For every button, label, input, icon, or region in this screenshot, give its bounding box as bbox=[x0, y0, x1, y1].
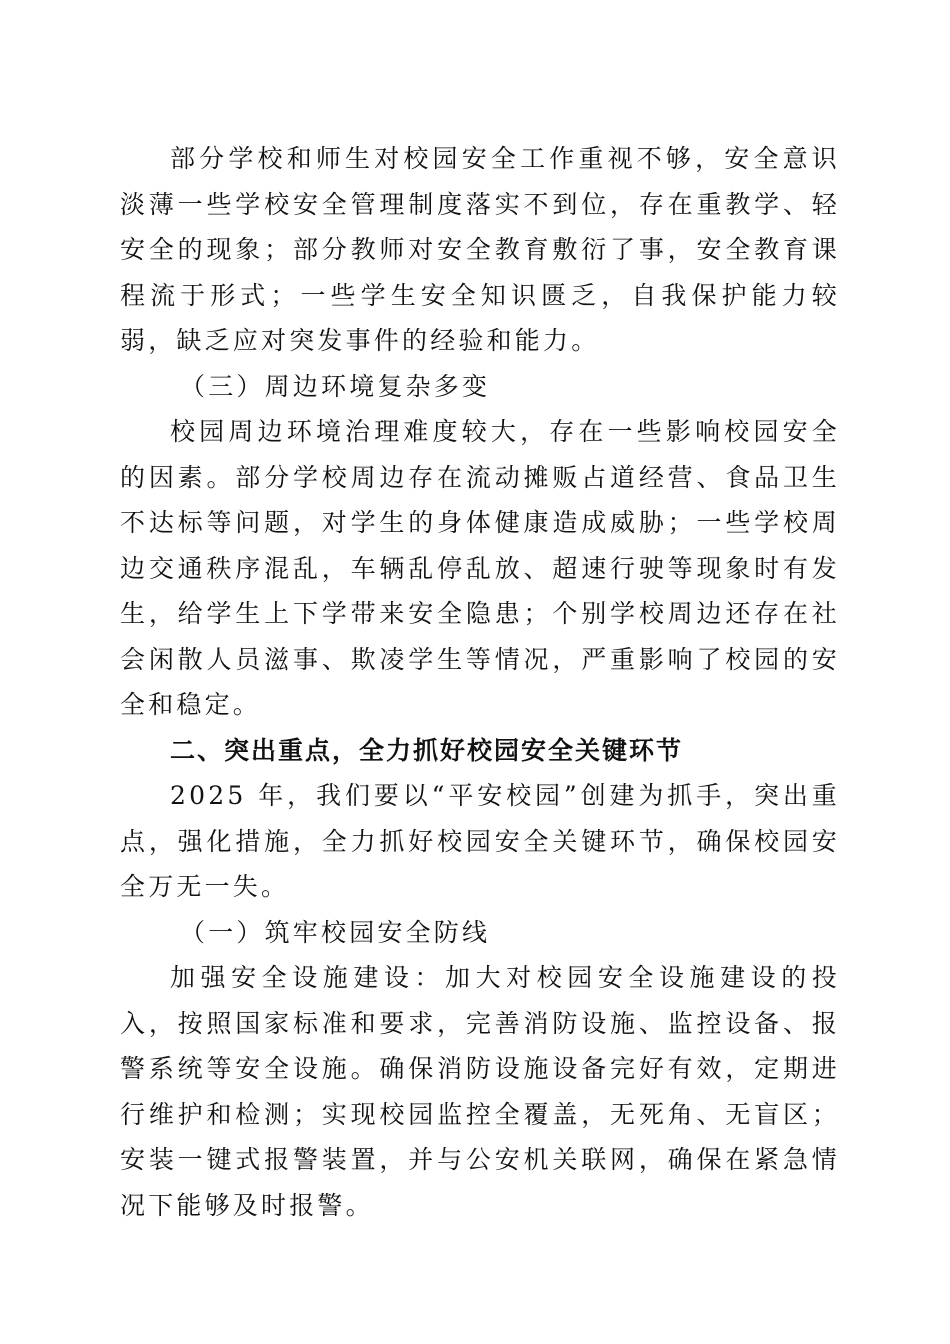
paragraph-school-awareness: 部分学校和师生对校园安全工作重视不够，安全意识淡薄一些学校安全管理制度落实不到位，存在重教学、轻安全的现象；部分教师对安全教育敷衍了事，安全教育课程流于形式；一些学生安全知识匮乏，自我保护能力较弱，缺乏应对突发事件的经验和能力。 bbox=[120, 144, 840, 355]
paragraph-2025-plan: 2025 年，我们要以“平安校园”创建为抓手，突出重点，强化措施，全力抓好校园安全关键环节，确保校园安全万无一失。 bbox=[120, 781, 840, 901]
paragraph-safety-facilities: 加强安全设施建设：加大对校园安全设施建设的投入，按照国家标准和要求，完善消防设施、监控设备、报警系统等安全设施。确保消防设施设备完好有效，定期进行维护和检测；实现校园监控全覆盖，无死角、无盲区；安装一键式报警装置，并与公安机关联网，确保在紧急情况下能够及时报警。 bbox=[120, 963, 840, 1220]
paragraph-surrounding-environment: 校园周边环境治理难度较大，存在一些影响校园安全的因素。部分学校周边存在流动摊贩占道经营、食品卫生不达标等问题，对学生的身体健康造成威胁；一些学校周边交通秩序混乱，车辆乱停乱放、超速行驶等现象时有发生，给学生上下学带来安全隐患；个别学校周边还存在社会闲散人员滋事、欺凌学生等情况，严重影响了校园的安全和稳定。 bbox=[120, 417, 840, 719]
section-heading-key-links: 二、突出重点，全力抓好校园安全关键环节 bbox=[170, 735, 684, 765]
subheading-surrounding-environment: （三）周边环境复杂多变 bbox=[180, 371, 491, 401]
document-body bbox=[120, 136, 840, 1228]
subheading-defense-line: （一）筑牢校园安全防线 bbox=[180, 917, 491, 947]
